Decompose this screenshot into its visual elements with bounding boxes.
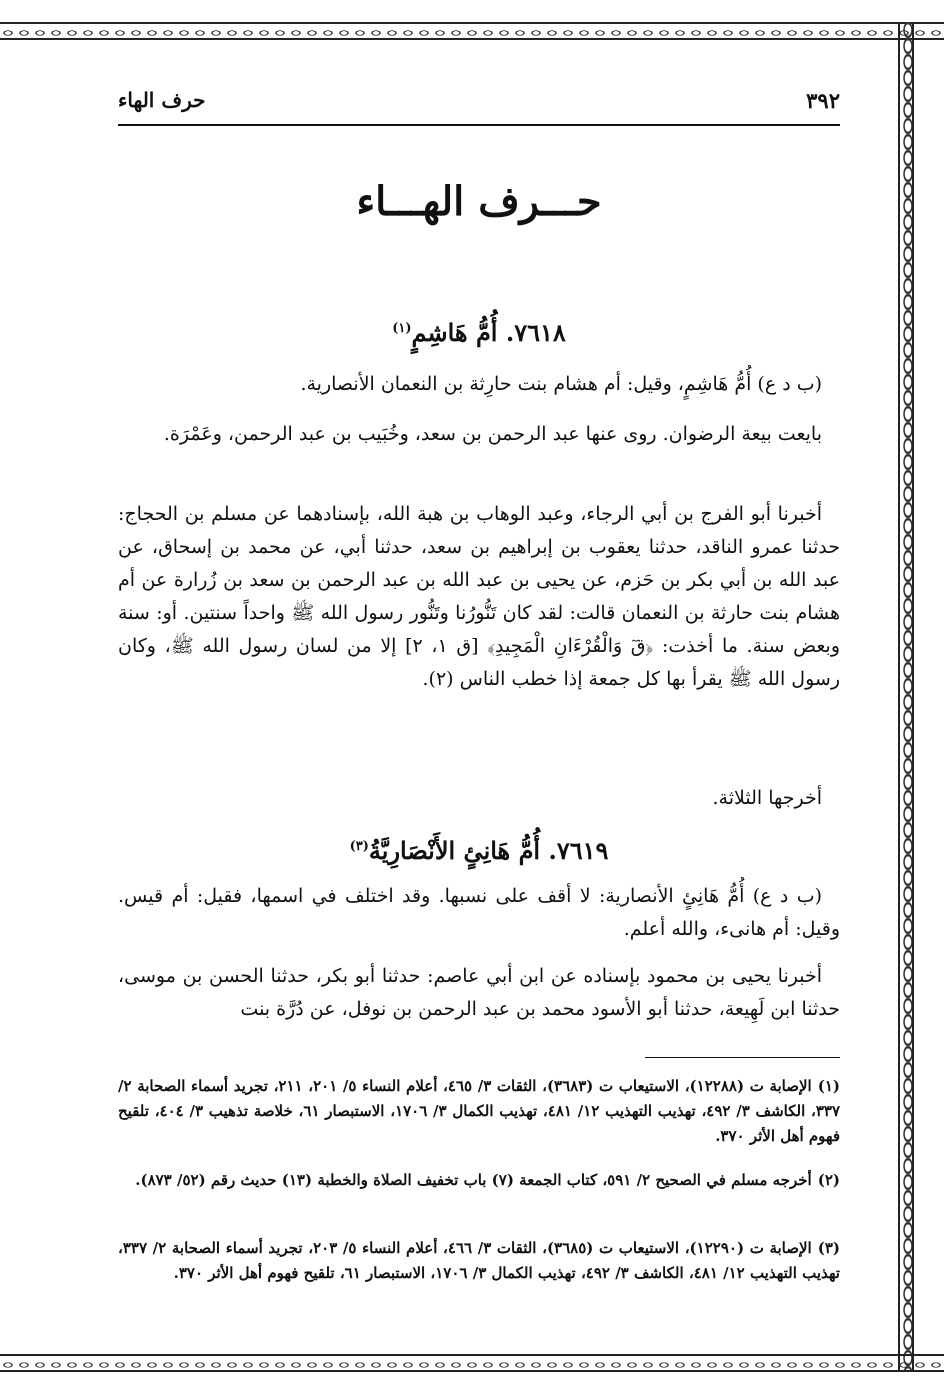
entry-title-text: ٧٦١٩. أُمُّ هَانِئٍ الأَنْصَارِيَّةُ	[368, 836, 609, 865]
top-ornamental-border	[0, 22, 944, 40]
running-title: حرف الهاء	[118, 88, 206, 112]
footnote-ref: (٣)	[349, 839, 369, 854]
bottom-ornamental-border	[0, 1354, 944, 1372]
footnote-2: (٢)أخرجه مسلم في الصحيح ٢/ ٥٩١، كتاب الجمعة (٧) باب تخفيف الصلاة والخطبة (١٣) حديث رقم (٥٢/ ٨٧٣).	[135, 1171, 840, 1189]
footnote-1: (١)الإصابة ت (١٢٢٨٨)، الاستيعاب ت (٣٦٨٣)، الثقات ٣/ ٤٦٥، أعلام النساء ٥/ ٢٠١، ٢١١، تجريد أسماء الصحابة ٢/ ٣٣٧، الكاشف ٣/ ٤٩٢، تهذيب التهذيب ١٢/ ٤٨١، تهذيب الكمال ٣/ ١٧٠٦، الاستبصار ٦١، خلاصة تذهيب ٣/ ٤٠٤، تلقيح فهوم أهل الأثر ٣٧٠.	[118, 1077, 841, 1145]
page-header	[118, 88, 840, 118]
header-divider	[118, 124, 840, 126]
chapter-title: حـــرف الهـــاء	[356, 178, 602, 225]
right-ornamental-border	[898, 22, 914, 1372]
entry-title-7618	[118, 318, 840, 347]
paragraph: (ب د ع) أُمُّ هَانِئٍ الأنصارية: لا أقف على نسبها. وقد اختلف في اسمها، فقيل: أم قيس. وقيل: أم هانىء، والله أعلم.	[118, 885, 840, 940]
page-number: ٣٩٢	[806, 88, 840, 113]
entry-title-7619	[118, 836, 840, 865]
paragraph: (ب د ع) أُمُّ هَاشِمٍ، وقيل: أم هشام بنت حارِثة بن النعمان الأنصارية.	[300, 373, 822, 395]
paragraph: أخرجها الثلاثة.	[712, 787, 822, 809]
paragraph: بايعت بيعة الرضوان. روى عنها عبد الرحمن بن سعد، وخُبَيب بن عبد الرحمن، وعَمْرَة.	[163, 423, 822, 445]
entry-title-text: ٧٦١٨. أُمُّ هَاشِمٍ	[411, 318, 566, 347]
footnote-ref: (١)	[392, 321, 412, 336]
paragraph: أخبرنا أبو الفرج بن أبي الرجاء، وعبد الوهاب بن هبة الله، بإسنادهما عن مسلم بن الحجاج: حدثنا عمرو الناقد، حدثنا يعقوب بن إبراهيم بن سعد، حدثنا أبي، عن محمد بن إسحاق، عن عبد الله بن أبي بكر بن حَزم، عن يحيى بن عبد الله بن عبد الرحمن بن سعد بن زُرارة عن أم هشام بنت حارثة بن النعمان قالت: لقد كان تَنُّورُنا وتَنُّور رسول الله ﷺ واحداً سنتين. أو: سنة وبعض سنة. ما أخذت: ﴿قٓ وَالْقُرْءَانِ الْمَجِيدِ﴾ [ق ١، ٢] إلا من لسان رسول الله ﷺ، وكان رسول الله ﷺ يقرأ بها كل جمعة إذا خطب الناس (٢).	[118, 503, 840, 690]
footnote-3: (٣)الإصابة ت (١٢٢٩٠)، الاستيعاب ت (٣٦٨٥)، الثقات ٣/ ٤٦٦، أعلام النساء ٥/ ٢٠٣، تجريد أسماء الصحابة ٢/ ٣٣٧، تهذيب التهذيب ١٢/ ٤٨١، الكاشف ٣/ ٤٩٢، تهذيب الكمال ٣/ ١٧٠٦، الاستبصار ٦١، تلقيح فهوم أهل الأثر ٣٧٠.	[118, 1239, 840, 1282]
footnote-divider	[645, 1057, 840, 1058]
paragraph: أخبرنا يحيى بن محمود بإسناده عن ابن أبي عاصم: حدثنا أبو بكر، حدثنا الحسن بن موسى، حدثنا ابن لَهِيعة، حدثنا أبو الأسود محمد بن عبد الرحمن بن نوفل، عن دُرَّة بنت	[118, 965, 840, 1020]
